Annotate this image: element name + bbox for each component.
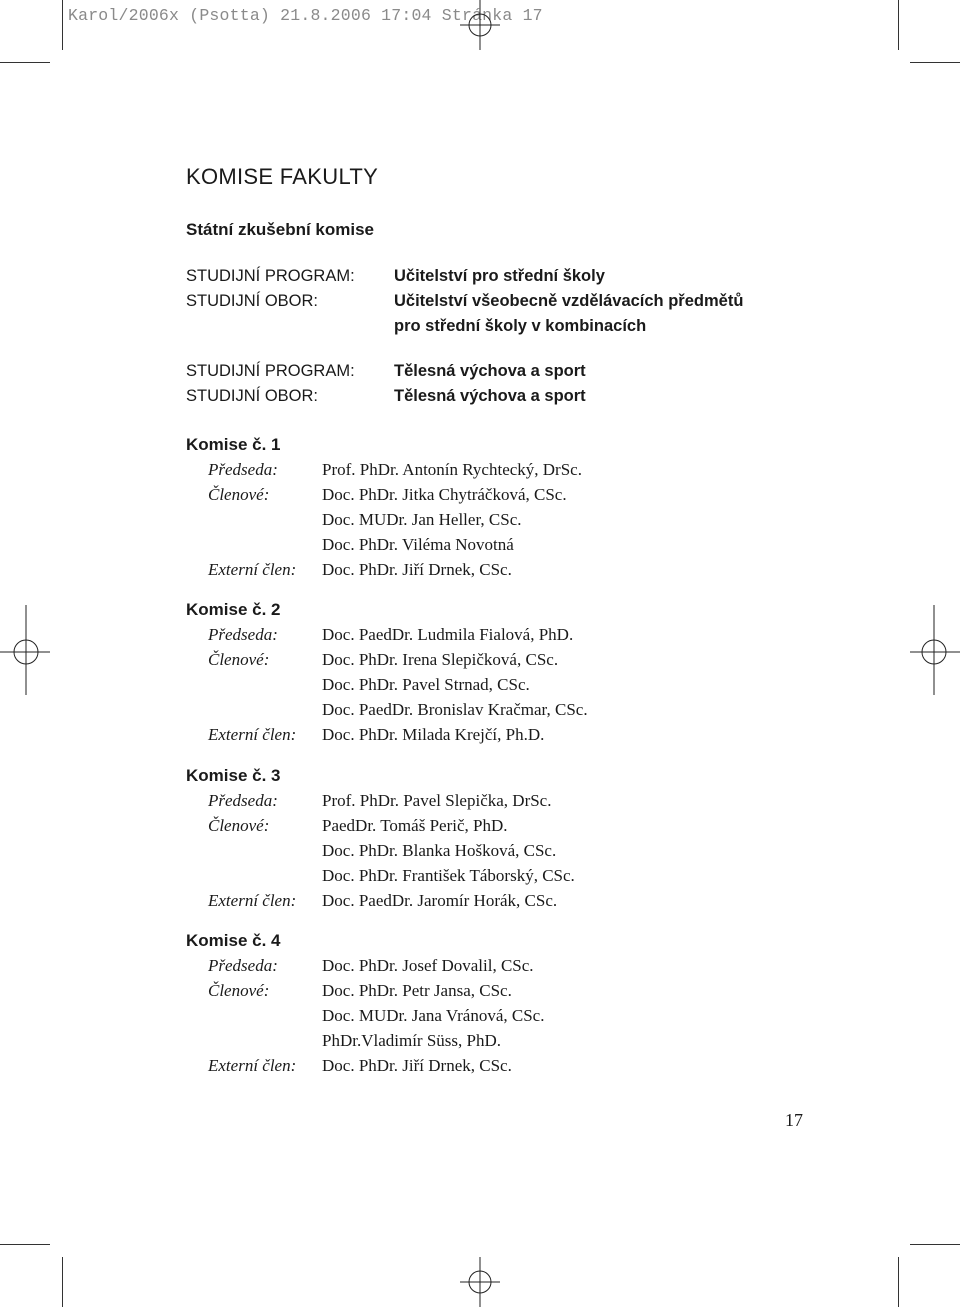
member-name: Doc. PhDr. Blanka Hošková, CSc. xyxy=(322,841,557,860)
member-row xyxy=(186,978,686,1003)
member-name: Prof. PhDr. Pavel Slepička, DrSc. xyxy=(322,791,552,810)
member-row xyxy=(186,788,686,813)
registration-mark-icon xyxy=(455,1257,505,1307)
member-role: Členové: xyxy=(208,981,270,1000)
program-label: STUDIJNÍ PROGRAM: xyxy=(186,362,355,380)
member-row xyxy=(186,722,686,747)
member-name: Doc. PhDr. Pavel Strnad, CSc. xyxy=(322,675,530,694)
member-role: Předseda: xyxy=(208,791,278,810)
study-program-block xyxy=(186,264,743,339)
member-role xyxy=(186,1028,322,1053)
member-name: PhDr.Vladimír Süss, PhD. xyxy=(322,1031,501,1050)
program-row xyxy=(186,314,743,339)
member-row xyxy=(186,1053,686,1078)
study-program-block xyxy=(186,359,586,409)
program-row xyxy=(186,289,743,314)
program-value: Tělesná výchova a sport xyxy=(394,387,586,405)
member-row xyxy=(186,532,686,557)
member-role xyxy=(186,863,322,888)
member-row xyxy=(186,457,686,482)
member-row xyxy=(186,1028,686,1053)
member-role: Členové: xyxy=(208,816,270,835)
member-role: Externí člen: xyxy=(208,891,297,910)
crop-mark xyxy=(0,62,50,63)
member-row xyxy=(186,647,686,672)
registration-mark-icon xyxy=(455,0,505,50)
member-name: Doc. PaedDr. Bronislav Kračmar, CSc. xyxy=(322,700,588,719)
program-value: Tělesná výchova a sport xyxy=(394,362,586,380)
committee-1 xyxy=(186,432,686,582)
committee-title: Komise č. 1 xyxy=(186,435,281,454)
member-row xyxy=(186,863,686,888)
member-row xyxy=(186,953,686,978)
member-name: Doc. PhDr. Jitka Chytráčková, CSc. xyxy=(322,485,567,504)
member-name: Doc. PhDr. František Táborský, CSc. xyxy=(322,866,575,885)
member-role xyxy=(186,697,322,722)
member-row xyxy=(186,507,686,532)
committee-2 xyxy=(186,597,686,747)
member-row xyxy=(186,888,686,913)
member-name: Doc. PhDr. Petr Jansa, CSc. xyxy=(322,981,512,1000)
member-name: Doc. PhDr. Viléma Novotná xyxy=(322,535,514,554)
committee-3 xyxy=(186,763,686,913)
program-label: STUDIJNÍ OBOR: xyxy=(186,292,319,310)
member-name: Doc. PaedDr. Ludmila Fialová, PhD. xyxy=(322,625,574,644)
member-role: Externí člen: xyxy=(208,560,297,579)
member-name: Doc. PhDr. Milada Krejčí, Ph.D. xyxy=(322,725,545,744)
member-role xyxy=(186,672,322,697)
program-row xyxy=(186,264,743,289)
member-name: Doc. PhDr. Irena Slepičková, CSc. xyxy=(322,650,559,669)
program-row xyxy=(186,384,586,409)
program-value: pro střední školy v kombinacích xyxy=(394,317,647,335)
member-name: Doc. PaedDr. Jaromír Horák, CSc. xyxy=(322,891,558,910)
member-row xyxy=(186,813,686,838)
member-role: Předseda: xyxy=(208,460,278,479)
registration-mark-icon xyxy=(0,605,50,695)
member-row xyxy=(186,622,686,647)
member-name: Doc. MUDr. Jan Heller, CSc. xyxy=(322,510,522,529)
crop-mark xyxy=(910,1244,960,1245)
program-value: Učitelství všeobecně vzdělávacích předmětů xyxy=(394,292,744,310)
committee-4 xyxy=(186,928,686,1078)
page-number: 17 xyxy=(785,1110,803,1130)
member-row xyxy=(186,557,686,582)
member-name: PaedDr. Tomáš Perič, PhD. xyxy=(322,816,508,835)
member-role xyxy=(186,838,322,863)
program-label: STUDIJNÍ PROGRAM: xyxy=(186,267,355,285)
page-title: KOMISE FAKULTY xyxy=(186,164,379,189)
program-label: STUDIJNÍ OBOR: xyxy=(186,387,319,405)
crop-mark xyxy=(898,0,899,50)
member-name: Doc. PhDr. Jiří Drnek, CSc. xyxy=(322,560,512,579)
member-role xyxy=(186,1003,322,1028)
committee-title: Komise č. 3 xyxy=(186,766,281,785)
crop-mark xyxy=(62,1257,63,1307)
member-role: Předseda: xyxy=(208,956,278,975)
crop-mark xyxy=(0,1244,50,1245)
member-row xyxy=(186,482,686,507)
member-role xyxy=(186,507,322,532)
registration-mark-icon xyxy=(910,605,960,695)
committee-title: Komise č. 2 xyxy=(186,600,281,619)
print-slug-line: Karol/2006x (Psotta) 21.8.2006 17:04 Stránka 17 xyxy=(68,6,543,25)
member-row xyxy=(186,672,686,697)
member-name: Prof. PhDr. Antonín Rychtecký, DrSc. xyxy=(322,460,582,479)
member-row xyxy=(186,1003,686,1028)
program-row xyxy=(186,359,586,384)
program-value: Učitelství pro střední školy xyxy=(394,267,605,285)
member-role: Členové: xyxy=(208,650,270,669)
member-name: Doc. PhDr. Josef Dovalil, CSc. xyxy=(322,956,534,975)
committee-title: Komise č. 4 xyxy=(186,931,281,950)
member-role: Členové: xyxy=(208,485,270,504)
member-role: Externí člen: xyxy=(208,1056,297,1075)
crop-mark xyxy=(910,62,960,63)
crop-mark xyxy=(898,1257,899,1307)
member-role xyxy=(186,532,322,557)
member-row xyxy=(186,838,686,863)
section-subtitle: Státní zkušební komise xyxy=(186,220,374,239)
program-label xyxy=(186,314,394,339)
member-name: Doc. MUDr. Jana Vránová, CSc. xyxy=(322,1006,545,1025)
member-name: Doc. PhDr. Jiří Drnek, CSc. xyxy=(322,1056,512,1075)
member-role: Předseda: xyxy=(208,625,278,644)
member-row xyxy=(186,697,686,722)
crop-mark xyxy=(62,0,63,50)
member-role: Externí člen: xyxy=(208,725,297,744)
